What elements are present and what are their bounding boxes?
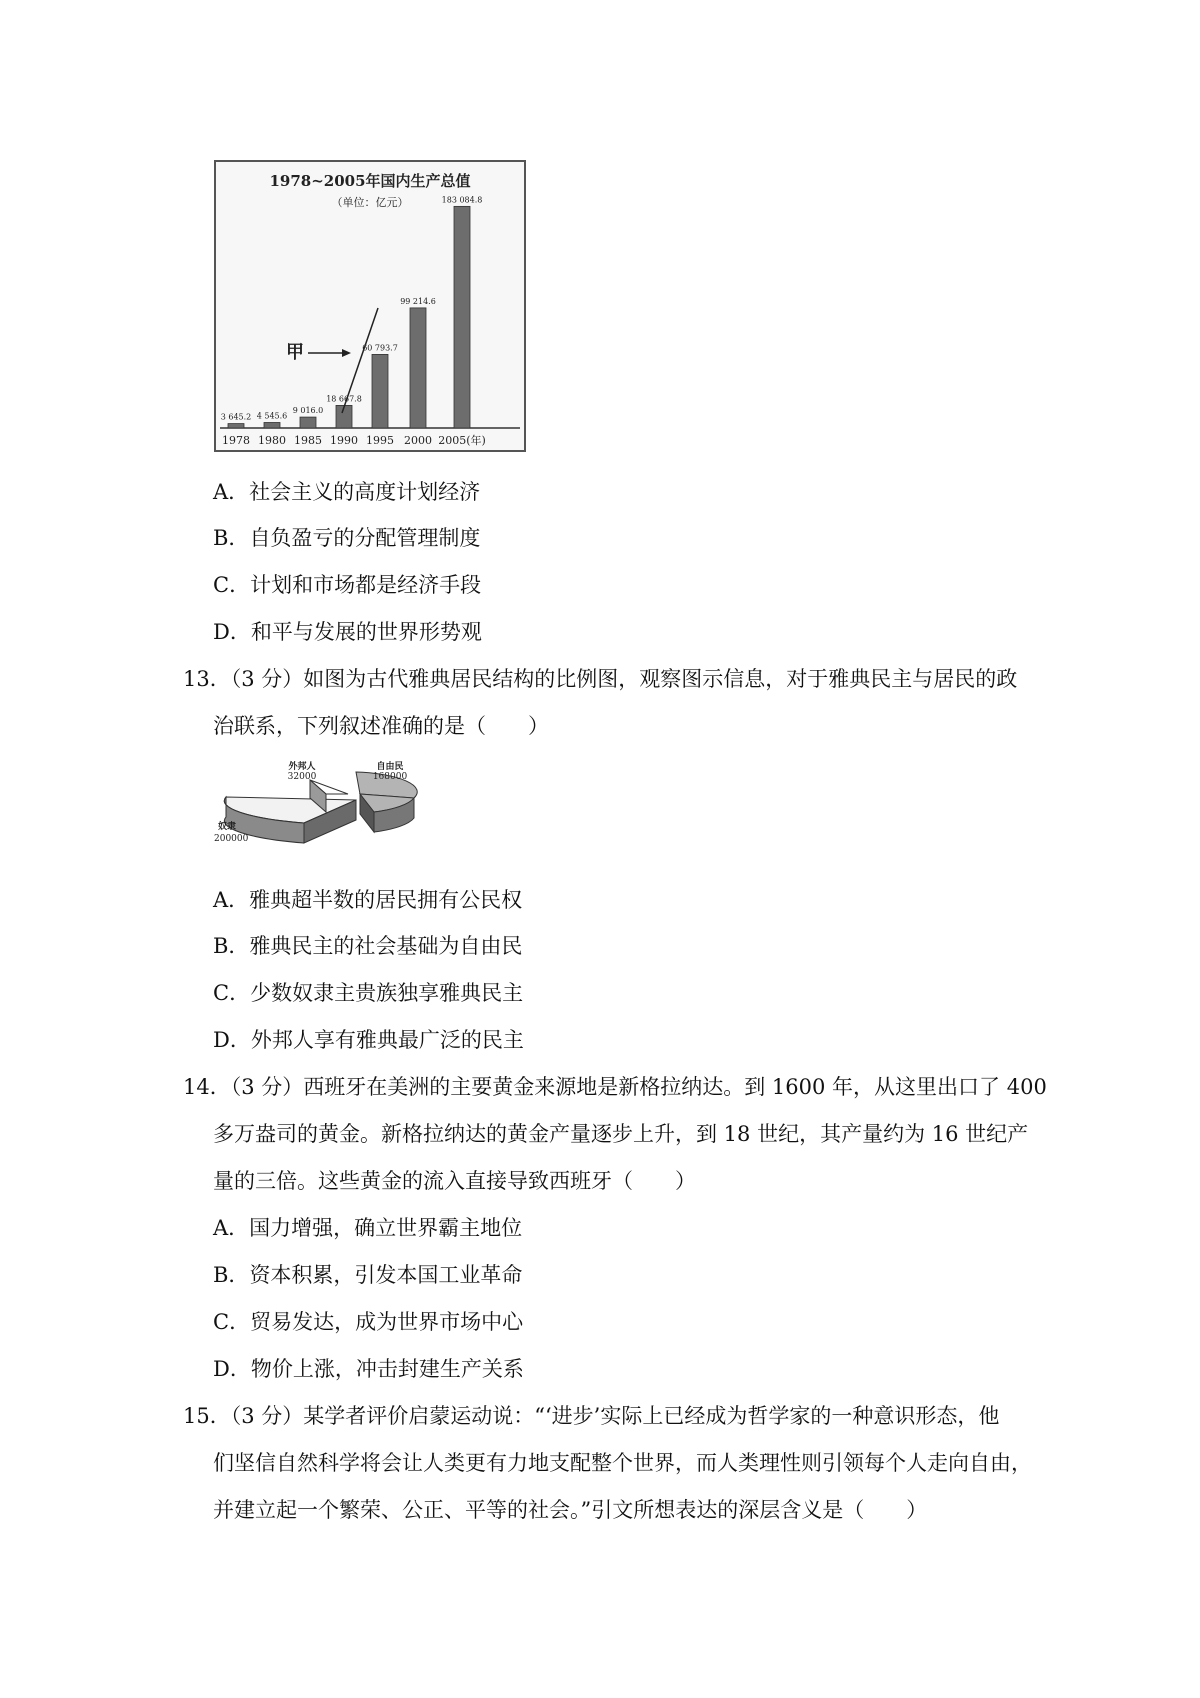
pie-value-foreigners: 32000 — [287, 772, 317, 782]
q13-stem-line-1: 13．（3 分）如图为古代雅典居民结构的比例图，观察图示信息，对于雅典民主与居民的政 — [183, 667, 1018, 691]
gdp-category-label-5: 2000 — [404, 434, 432, 447]
annotation-jia: 甲 — [286, 342, 304, 363]
q14-option-a[interactable]: A．国力增强，确立世界霸主地位 — [213, 1216, 523, 1240]
q13-option-b[interactable]: B．雅典民主的社会基础为自由民 — [213, 934, 523, 958]
q14-option-d[interactable]: D．物价上涨，冲击封建生产关系 — [213, 1357, 524, 1381]
gdp-category-label-1: 1980 — [258, 434, 286, 447]
gdp-value-label-5: 99 214.6 — [400, 296, 436, 306]
q13-option-c[interactable]: C．少数奴隶主贵族独享雅典民主 — [213, 981, 524, 1005]
gdp-value-label-1: 4 545.6 — [256, 411, 288, 421]
q13-option-a[interactable]: A．雅典超半数的居民拥有公民权 — [213, 888, 523, 912]
gdp-value-label-0: 3 645.2 — [220, 412, 252, 422]
gdp-category-label-3: 1990 — [330, 434, 358, 447]
gdp-category-label-6: 2005(年) — [438, 434, 486, 447]
pie-label-foreigners: 外邦人 — [288, 762, 316, 772]
q15-stem-line-1: 15．（3 分）某学者评价启蒙运动说：“‘进步’实际上已经成为哲学家的一种意识形态，他 — [183, 1404, 1000, 1428]
gdp-category-label-0: 1978 — [222, 434, 250, 447]
gdp-bar-2 — [300, 417, 316, 428]
gdp-value-label-6: 183 084.8 — [441, 195, 483, 205]
gdp-bar-5 — [410, 308, 426, 428]
chart-subtitle: （单位：亿元） — [331, 196, 409, 209]
gdp-value-label-2: 9 016.0 — [292, 406, 324, 416]
q14-stem-line-3: 量的三倍。这些黄金的流入直接导致西班牙（ ） — [213, 1169, 696, 1193]
gdp-value-label-3: 18 667.8 — [326, 394, 362, 404]
q12-option-b[interactable]: B．自负盈亏的分配管理制度 — [213, 526, 481, 550]
gdp-bar-0 — [228, 424, 244, 428]
gdp-bar-4 — [372, 354, 388, 428]
q12-option-a[interactable]: A．社会主义的高度计划经济 — [213, 480, 481, 504]
q15-stem-line-2: 们坚信自然科学将会让人类更有力地支配整个世界，而人类理性则引领每个人走向自由， — [213, 1451, 1032, 1475]
pie-value-freemen: 168000 — [372, 772, 408, 782]
q13-option-d[interactable]: D．外邦人享有雅典最广泛的民主 — [213, 1028, 524, 1052]
q12-option-c[interactable]: C．计划和市场都是经济手段 — [213, 573, 482, 597]
q14-stem-line-2: 多万盎司的黄金。新格拉纳达的黄金产量逐步上升，到 18 世纪，其产量约为 16 世纪产 — [213, 1122, 1029, 1146]
gdp-bar-chart — [214, 160, 526, 452]
gdp-bar-6 — [454, 206, 470, 428]
gdp-category-label-4: 1995 — [366, 434, 394, 447]
q14-option-c[interactable]: C．贸易发达，成为世界市场中心 — [213, 1310, 524, 1334]
gdp-category-label-2: 1985 — [294, 434, 322, 447]
pie-value-slaves: 200000 — [214, 834, 249, 844]
gdp-bar-1 — [264, 422, 280, 428]
pie-label-freemen: 自由民 — [376, 762, 404, 772]
gdp-value-label-4: 60 793.7 — [362, 343, 398, 353]
q12-option-d[interactable]: D．和平与发展的世界形势观 — [213, 620, 482, 644]
pie-label-slaves: 奴隶 — [218, 822, 237, 832]
chart-title: 1978~2005年国内生产总值 — [269, 172, 471, 190]
q15-stem-line-3: 并建立起一个繁荣、公正、平等的社会。”引文所想表达的深层含义是（ ） — [213, 1498, 928, 1522]
athens-population-pie-chart — [214, 760, 444, 860]
q14-option-b[interactable]: B．资本积累，引发本国工业革命 — [213, 1263, 523, 1287]
q14-stem-line-1: 14．（3 分）西班牙在美洲的主要黄金来源地是新格拉纳达。到 1600 年，从这里出口了 400 — [183, 1075, 1047, 1099]
q13-stem-line-2: 治联系，下列叙述准确的是（ ） — [213, 714, 549, 738]
